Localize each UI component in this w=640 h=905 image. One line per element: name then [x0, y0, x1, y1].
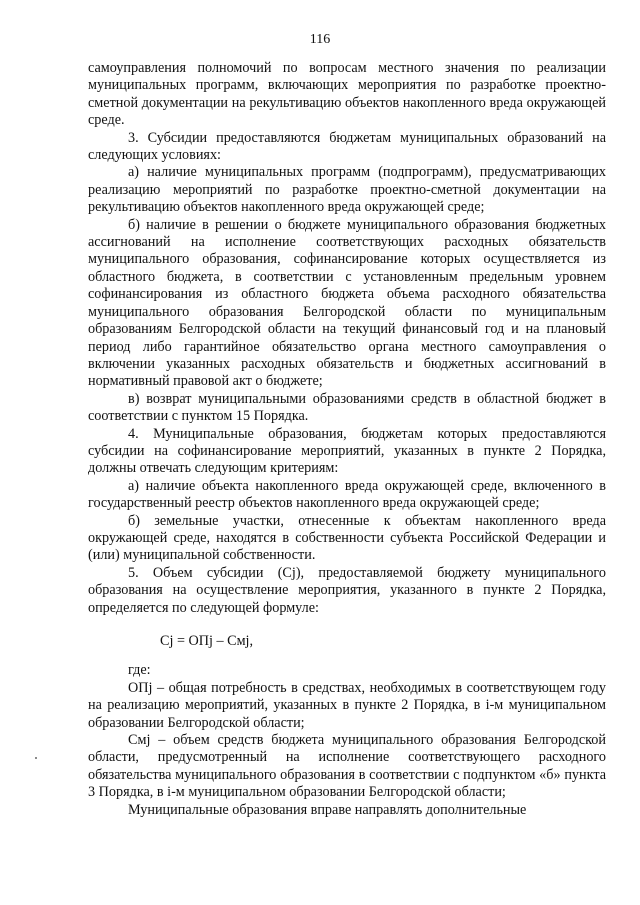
formula: Cj = ОПj – Смj,: [160, 633, 254, 649]
scan-speck: [35, 757, 37, 759]
paragraph-clause-4: 4. Муниципальные образования, бюджетам которых предоставляются субсидии на софинансирование мероприятий, указанных в пункте 2 Порядка, должны отвечать следующим критериям:: [88, 425, 606, 477]
document-body: [88, 60, 606, 819]
definition-smj: Смj – объем средств бюджета муниципального образования Белгородской области, предусмотренный на исполнение соответствующего расходного обязательства муниципального образования в соответствии с подпунктом «б» пункта 3 Порядка, в i-м муниципальном образовании Белгородской области;: [88, 732, 606, 801]
paragraph-clause-5: 5. Объем субсидии (Cj), предоставляемой бюджету муниципального образования на осуществление мероприятия, указанного в пункте 2 Порядка, определяется по следующей формуле:: [88, 564, 606, 616]
paragraph-clause-3v: в) возврат муниципальными образованиями средств в областной бюджет в соответствии с пунктом 15 Порядка.: [88, 390, 606, 425]
paragraph-clause-4a: а) наличие объекта накопленного вреда окружающей среде, включенного в государственный реестр объектов накопленного вреда окружающей среде;: [88, 477, 606, 512]
paragraph-clause-3a: а) наличие муниципальных программ (подпрограмм), предусматривающих реализацию мероприятий по разработке проектно-сметной документации на рекультивацию объектов накопленного вреда окружающей среде;: [88, 164, 606, 216]
paragraph-trailing: Муниципальные образования вправе направлять дополнительные: [128, 801, 527, 818]
where-label: где:: [128, 662, 151, 679]
paragraph-clause-3b: б) наличие в решении о бюджете муниципального образования бюджетных ассигнований на исполнение соответствующих расходных обязательств муниципального образования, софинансирование которых осуществляется из областного бюджета, в соответствии с установленным предельным уровнем софинансирования из областного бюджета объема расходного обязательства муниципального образования Белгородской области по муниципальным образованиям Белгородской области на текущий финансовый год и на плановый период либо гарантийное обязательство органа местного самоуправления о включении указанных расходных обязательств и бюджетных ассигнований в нормативный правовой акт о бюджете;: [88, 216, 606, 390]
definition-opj: ОПj – общая потребность в средствах, необходимых в соответствующем году на реализацию мероприятий, указанных в пункте 2 Порядка, в i-м муниципальном образовании Белгородской области;: [88, 679, 606, 731]
paragraph-clause-3: 3. Субсидии предоставляются бюджетам муниципальных образований на следующих условиях:: [88, 129, 606, 164]
paragraph-continuation: самоуправления полномочий по вопросам местного значения по реализации муниципальных программ, включающих мероприятия по разработке проектно-сметной документации на рекультивацию объектов накопленного вреда окружающей среде.: [88, 60, 606, 129]
page-number: 116: [309, 32, 331, 47]
paragraph-clause-4b: б) земельные участки, отнесенные к объектам накопленного вреда окружающей среде, находятся в собственности субъекта Российской Федерации и (или) муниципальной собственности.: [88, 512, 606, 564]
